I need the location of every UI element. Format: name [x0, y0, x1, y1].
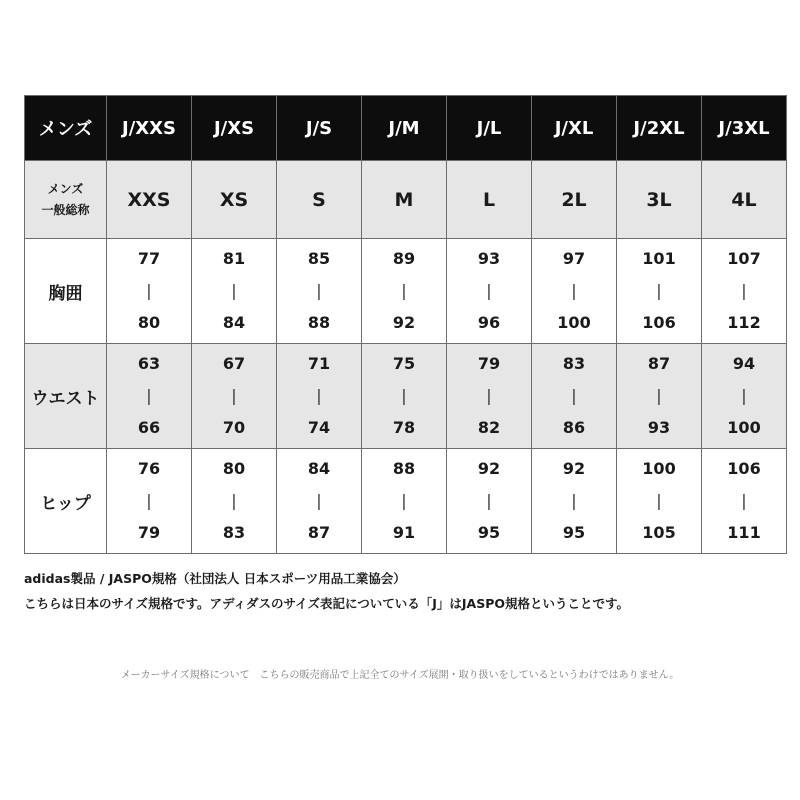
standard-note: adidas製品 / JASPO規格（社団法人 日本スポーツ用品工業協会） — [24, 571, 406, 586]
header-cell-size: J/XXS — [107, 96, 192, 161]
waist-range-cell — [362, 344, 447, 449]
chest-row — [25, 239, 787, 344]
chest-range-cell — [447, 239, 532, 344]
range-separator: | — [741, 281, 747, 300]
range-max: 86 — [562, 418, 586, 437]
range-max: 96 — [477, 313, 501, 332]
range-min: 71 — [307, 354, 331, 373]
waist-range — [192, 348, 276, 444]
range-min: 87 — [647, 354, 671, 373]
general-size-row — [25, 161, 787, 239]
general-size-label-line1: メンズ — [47, 181, 84, 196]
range-separator: | — [741, 491, 747, 510]
range-separator: | — [486, 491, 492, 510]
waist-range — [362, 348, 446, 444]
chest-range-cell — [532, 239, 617, 344]
hip-range-cell — [277, 449, 362, 554]
hip-range-cell — [532, 449, 617, 554]
hip-range-cell — [617, 449, 702, 554]
range-max: 79 — [137, 523, 161, 542]
waist-range-cell — [532, 344, 617, 449]
hip-range-cell — [192, 449, 277, 554]
chest-range — [107, 243, 191, 339]
range-max: 78 — [392, 418, 416, 437]
range-min: 97 — [562, 249, 586, 268]
waist-row — [25, 344, 787, 449]
waist-range — [532, 348, 616, 444]
general-size-label — [25, 161, 107, 239]
jaspo-explanation-note: こちらは日本のサイズ規格です。アディダスのサイズ表記についている「J」はJASPO規格ということです。 — [24, 596, 630, 611]
range-separator: | — [401, 281, 407, 300]
hip-range — [192, 453, 276, 549]
range-min: 79 — [477, 354, 501, 373]
general-size-cell: M — [362, 161, 447, 239]
hip-row — [25, 449, 787, 554]
chest-range-cell — [277, 239, 362, 344]
size-chart-table — [24, 95, 787, 554]
range-max: 100 — [557, 313, 591, 332]
waist-range — [702, 348, 786, 444]
range-separator: | — [741, 386, 747, 405]
range-max: 95 — [562, 523, 586, 542]
waist-range-cell — [277, 344, 362, 449]
range-separator: | — [316, 491, 322, 510]
range-separator: | — [231, 281, 237, 300]
range-min: 77 — [137, 249, 161, 268]
range-min: 92 — [477, 459, 501, 478]
header-cell-size: J/XL — [532, 96, 617, 161]
general-size-cell: XS — [192, 161, 277, 239]
hip-range — [277, 453, 361, 549]
range-separator: | — [571, 281, 577, 300]
range-max: 105 — [642, 523, 676, 542]
range-min: 63 — [137, 354, 161, 373]
chest-range — [192, 243, 276, 339]
header-cell-size: J/2XL — [617, 96, 702, 161]
range-separator: | — [316, 386, 322, 405]
range-min: 83 — [562, 354, 586, 373]
chest-range — [447, 243, 531, 339]
hip-range — [617, 453, 701, 549]
range-min: 81 — [222, 249, 246, 268]
range-min: 107 — [727, 249, 761, 268]
range-separator: | — [401, 491, 407, 510]
range-separator: | — [401, 386, 407, 405]
hip-range-cell — [702, 449, 787, 554]
range-separator: | — [656, 491, 662, 510]
waist-range-cell — [192, 344, 277, 449]
range-min: 75 — [392, 354, 416, 373]
range-max: 66 — [137, 418, 161, 437]
general-size-label-line2: 一般総称 — [41, 202, 90, 217]
chest-range-cell — [617, 239, 702, 344]
general-size-cell: 3L — [617, 161, 702, 239]
range-max: 92 — [392, 313, 416, 332]
range-max: 106 — [642, 313, 676, 332]
range-max: 74 — [307, 418, 331, 437]
general-size-cell: XXS — [107, 161, 192, 239]
range-max: 93 — [647, 418, 671, 437]
general-size-cell: L — [447, 161, 532, 239]
range-separator: | — [571, 491, 577, 510]
range-min: 76 — [137, 459, 161, 478]
waist-range-cell — [447, 344, 532, 449]
hip-range-cell — [447, 449, 532, 554]
general-size-cell: 4L — [702, 161, 787, 239]
range-min: 88 — [392, 459, 416, 478]
range-separator: | — [231, 491, 237, 510]
general-size-cell: S — [277, 161, 362, 239]
range-max: 70 — [222, 418, 246, 437]
chest-range — [362, 243, 446, 339]
range-min: 67 — [222, 354, 246, 373]
hip-range — [447, 453, 531, 549]
chest-range — [702, 243, 786, 339]
hip-range-cell — [362, 449, 447, 554]
range-max: 100 — [727, 418, 761, 437]
waist-range-cell — [702, 344, 787, 449]
waist-label: ウエスト — [25, 344, 107, 449]
header-cell-size: J/S — [277, 96, 362, 161]
hip-range-cell — [107, 449, 192, 554]
maker-size-footnote: メーカーサイズ規格について こちらの販売商品で上記全てのサイズ展開・取り扱いをしているというわけではありません。 — [120, 670, 680, 681]
general-size-cell: 2L — [532, 161, 617, 239]
range-separator: | — [656, 386, 662, 405]
hip-range — [532, 453, 616, 549]
chest-range-cell — [192, 239, 277, 344]
waist-range — [277, 348, 361, 444]
waist-range-cell — [617, 344, 702, 449]
range-max: 82 — [477, 418, 501, 437]
chest-range — [277, 243, 361, 339]
range-separator: | — [486, 386, 492, 405]
range-min: 84 — [307, 459, 331, 478]
waist-range — [617, 348, 701, 444]
range-min: 93 — [477, 249, 501, 268]
header-row — [25, 96, 787, 161]
header-cell-size: J/XS — [192, 96, 277, 161]
range-max: 91 — [392, 523, 416, 542]
range-separator: | — [146, 491, 152, 510]
range-min: 85 — [307, 249, 331, 268]
waist-range-cell — [107, 344, 192, 449]
range-max: 84 — [222, 313, 246, 332]
range-min: 106 — [727, 459, 761, 478]
header-cell-size: J/3XL — [702, 96, 787, 161]
range-min: 80 — [222, 459, 246, 478]
range-min: 89 — [392, 249, 416, 268]
hip-range — [107, 453, 191, 549]
chest-range-cell — [107, 239, 192, 344]
range-separator: | — [146, 281, 152, 300]
header-cell-mens: メンズ — [25, 96, 107, 161]
range-separator: | — [656, 281, 662, 300]
range-separator: | — [571, 386, 577, 405]
range-max: 111 — [727, 523, 761, 542]
range-separator: | — [486, 281, 492, 300]
chest-range-cell — [362, 239, 447, 344]
chest-range — [617, 243, 701, 339]
waist-range — [107, 348, 191, 444]
hip-range — [362, 453, 446, 549]
range-max: 80 — [137, 313, 161, 332]
range-max: 95 — [477, 523, 501, 542]
range-min: 94 — [732, 354, 756, 373]
range-min: 100 — [642, 459, 676, 478]
range-separator: | — [231, 386, 237, 405]
header-cell-size: J/L — [447, 96, 532, 161]
header-cell-size: J/M — [362, 96, 447, 161]
range-separator: | — [316, 281, 322, 300]
hip-range — [702, 453, 786, 549]
range-max: 83 — [222, 523, 246, 542]
range-min: 101 — [642, 249, 676, 268]
range-max: 88 — [307, 313, 331, 332]
hip-label: ヒップ — [25, 449, 107, 554]
chest-range-cell — [702, 239, 787, 344]
chest-label: 胸囲 — [25, 239, 107, 344]
range-separator: | — [146, 386, 152, 405]
range-min: 92 — [562, 459, 586, 478]
chest-range — [532, 243, 616, 339]
range-max: 87 — [307, 523, 331, 542]
waist-range — [447, 348, 531, 444]
range-max: 112 — [727, 313, 761, 332]
